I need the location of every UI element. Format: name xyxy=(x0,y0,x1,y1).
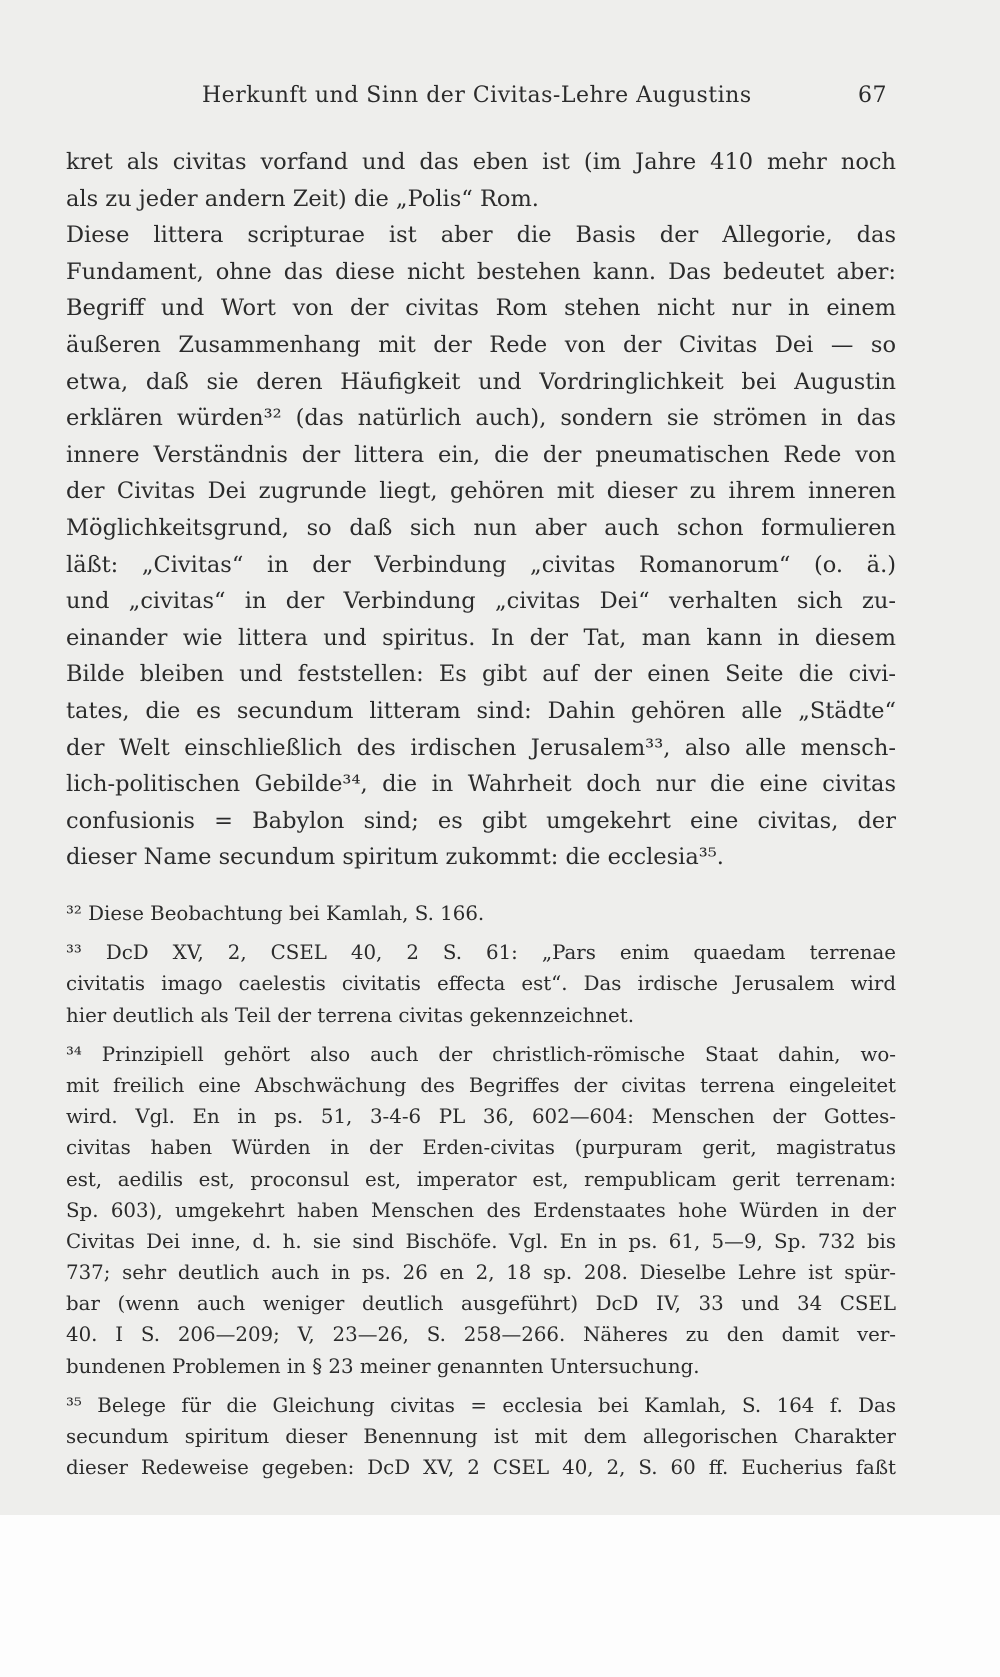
footnote-35 xyxy=(66,1390,896,1484)
body-line: etwa, daß sie deren Häufigkeit und Vordringlichkeit bei Augustin xyxy=(66,368,896,395)
footnote-line: ³² Diese Beobachtung bei Kamlah, S. 166. xyxy=(66,902,485,925)
footnote-32 xyxy=(66,898,896,929)
body-line: und „civitas“ in der Verbindung „civitas Dei“ verhalten sich zu- xyxy=(66,588,896,615)
body-line: Fundament, ohne das diese nicht bestehen kann. Das bedeutet aber: xyxy=(66,258,896,285)
footnote-line: mit freilich eine Abschwächung des Begriffes der civitas terrena eingeleitet xyxy=(66,1073,896,1097)
page-number: 67 xyxy=(858,83,887,108)
blank-scan-margin xyxy=(0,1515,1000,1677)
footnote-line: civitas haben Würden in der Erden-civitas (purpuram gerit, magistratus xyxy=(66,1136,896,1160)
body-line: Begriff und Wort von der civitas Rom stehen nicht nur in einem xyxy=(66,295,896,322)
running-title: Herkunft und Sinn der Civitas-Lehre Augustins xyxy=(202,83,752,108)
footnote-line: ³⁴ Prinzipiell gehört also auch der christlich-römische Staat dahin, wo- xyxy=(66,1042,896,1066)
body-line: innere Verständnis der littera ein, die der pneumatischen Rede von xyxy=(66,441,896,468)
body-line: Bilde bleiben und feststellen: Es gibt auf der einen Seite die civi- xyxy=(66,661,896,688)
body-text xyxy=(66,144,896,876)
body-line: lich-politischen Gebilde³⁴, die in Wahrheit doch nur die eine civitas xyxy=(66,771,896,798)
footnote-line: Civitas Dei inne, d. h. sie sind Bischöfe. Vgl. En in ps. 61, 5—9, Sp. 732 bis xyxy=(66,1229,896,1253)
footnote-line: 40. I S. 206—209; V, 23—26, S. 258—266. Näheres zu den damit ver- xyxy=(66,1323,896,1347)
footnote-line: bar (wenn auch weniger deutlich ausgeführt) DcD IV, 33 und 34 CSEL xyxy=(66,1292,896,1316)
footnote-line: civitatis imago caelestis civitatis effecta est“. Das irdische Jerusalem wird xyxy=(66,972,896,996)
footnote-line: wird. Vgl. En in ps. 51, 3-4-6 PL 36, 602—604: Menschen der Gottes- xyxy=(66,1105,896,1129)
body-line: der Welt einschließlich des irdischen Jerusalem³³, also alle mensch- xyxy=(66,734,896,761)
body-line: kret als civitas vorfand und das eben ist (im Jahre 410 mehr noch xyxy=(66,149,896,175)
body-line: läßt: „Civitas“ in der Verbindung „civitas Romanorum“ (o. ä.) xyxy=(66,551,896,578)
body-line: Diese littera scripturae ist aber die Basis der Allegorie, das xyxy=(66,222,896,249)
footnote-line: est, aedilis est, proconsul est, imperator est, rempublicam gerit terrenam: xyxy=(66,1167,896,1191)
footnote-line: bundenen Problemen in § 23 meiner genannten Untersuchung. xyxy=(66,1354,700,1378)
body-line: confusionis = Babylon sind; es gibt umgekehrt eine civitas, der xyxy=(66,807,896,834)
body-line: dieser Name secundum spiritum zukommt: die ecclesia³⁵. xyxy=(66,844,724,871)
body-line: der Civitas Dei zugrunde liegt, gehören mit dieser zu ihrem inneren xyxy=(66,478,896,505)
body-line: Möglichkeitsgrund, so daß sich nun aber auch schon formulieren xyxy=(66,514,896,541)
footnote-line: secundum spiritum dieser Benennung ist mit dem allegorischen Charakter xyxy=(66,1425,896,1448)
body-line: als zu jeder andern Zeit) die „Polis“ Rom. xyxy=(66,185,539,212)
body-line: erklären würden³² (das natürlich auch), sondern sie strömen in das xyxy=(66,405,896,432)
body-line: tates, die es secundum litteram sind: Dahin gehören alle „Städte“ xyxy=(66,697,896,724)
page-header xyxy=(0,78,1000,114)
footnotes xyxy=(66,898,896,1483)
footnote-34 xyxy=(66,1039,896,1382)
footnote-line: ³³ DcD XV, 2, CSEL 40, 2 S. 61: „Pars enim quaedam terrenae xyxy=(66,941,896,965)
footnote-33 xyxy=(66,937,896,1031)
footnote-line: dieser Redeweise gegeben: DcD XV, 2 CSEL 40, 2, S. 60 ff. Eucherius faßt xyxy=(66,1456,896,1480)
footnote-line: Sp. 603), umgekehrt haben Menschen des Erdenstaates hohe Würden in der xyxy=(66,1198,896,1222)
body-line: äußeren Zusammenhang mit der Rede von der Civitas Dei — so xyxy=(66,331,896,358)
footnote-line: ³⁵ Belege für die Gleichung civitas = ecclesia bei Kamlah, S. 164 f. Das xyxy=(66,1393,896,1417)
footnote-line: hier deutlich als Teil der terrena civitas gekennzeichnet. xyxy=(66,1003,634,1027)
body-line: einander wie littera und spiritus. In der Tat, man kann in diesem xyxy=(66,624,896,651)
footnote-line: 737; sehr deutlich auch in ps. 26 en 2, 18 sp. 208. Dieselbe Lehre ist spür- xyxy=(66,1261,896,1285)
